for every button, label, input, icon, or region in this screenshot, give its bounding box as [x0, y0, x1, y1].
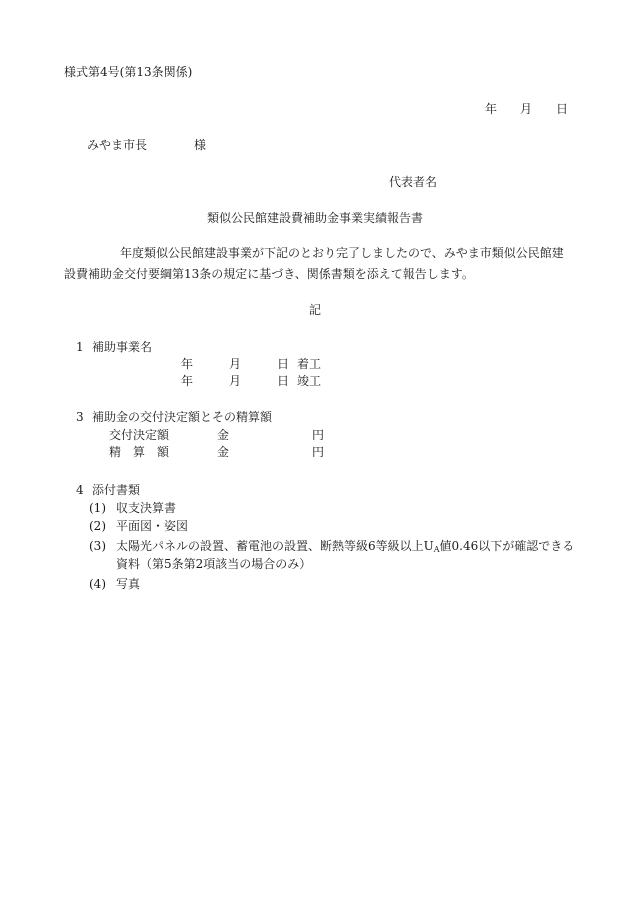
completion-day: 日: [277, 374, 290, 388]
settlement-amount-label: 精 算 額: [109, 445, 170, 459]
completion-year: 年: [181, 374, 194, 388]
attachment-3-line2: 資料（第5条第2項該当の場合のみ）: [116, 557, 312, 571]
decision-amount-yen: 円: [312, 428, 325, 442]
attachment-3-text-after: 値0.46以下が確認できる: [439, 539, 575, 553]
attachment-3-text-before: 太陽光パネルの設置、蓄電池の設置、断熱等級6等級以上U: [116, 539, 434, 553]
section1-heading: 補助事業名: [92, 340, 153, 354]
attachment-1-num: (1): [89, 501, 106, 515]
settlement-amount-yen: 円: [312, 445, 325, 459]
ki-marker: 記: [309, 303, 322, 317]
attachment-3-num: (3): [89, 539, 106, 553]
body-text: 年度類似公民館建設事業が下記のとおり完了しましたので、みやま市類似公民館建設費補助金交付要綱第13条の規定に基づき、関係書類を添えて報告します。: [64, 246, 564, 281]
addressee-name: みやま市長: [87, 138, 148, 152]
attachment-3-text: [116, 540, 574, 554]
start-year: 年: [181, 357, 194, 371]
addressee-honorific: 様: [194, 138, 207, 152]
date-month: 月: [520, 102, 533, 116]
completion-month: 月: [229, 374, 242, 388]
decision-amount-kin: 金: [217, 428, 230, 442]
start-day: 日: [277, 357, 290, 371]
date-year: 年: [485, 102, 498, 116]
section4-number: 4: [76, 483, 84, 497]
section4-heading: 添付書類: [92, 483, 141, 497]
document-title: 類似公民館建設費補助金事業実績報告書: [207, 211, 424, 225]
attachment-4-text: 写真: [116, 577, 141, 591]
completion-label: 竣工: [297, 374, 322, 388]
start-month: 月: [229, 357, 242, 371]
representative-label: 代表者名: [389, 175, 438, 189]
attachment-2-num: (2): [89, 519, 106, 533]
decision-amount-label: 交付決定額: [109, 428, 170, 442]
form-number: 様式第4号(第13条関係): [64, 65, 193, 79]
attachment-1-text: 収支決算書: [116, 501, 177, 515]
section3-number: 3: [76, 410, 84, 424]
date-day: 日: [556, 102, 569, 116]
start-label: 着工: [297, 357, 322, 371]
body-paragraph: [64, 243, 574, 285]
attachment-4-num: (4): [89, 577, 106, 591]
attachment-3-subscript: A: [433, 545, 440, 554]
attachment-2-text: 平面図・姿図: [116, 519, 189, 533]
section1-number: 1: [76, 340, 84, 354]
section3-heading: 補助金の交付決定額とその精算額: [92, 410, 273, 424]
settlement-amount-kin: 金: [217, 445, 230, 459]
